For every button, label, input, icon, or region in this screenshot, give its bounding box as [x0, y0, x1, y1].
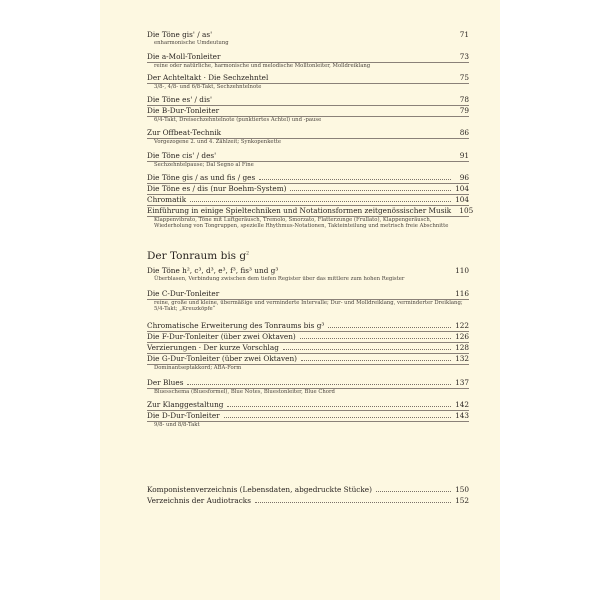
entry-page: 122 [455, 321, 469, 330]
entry-subtitle: reine oder natürliche, harmonische und melodische Molltonleiter, Molldreiklang [154, 63, 371, 69]
toc-entry [147, 378, 469, 400]
entry-title: Die Töne gis / as und fis / ges [147, 173, 256, 182]
toc-entry [147, 289, 469, 320]
entry-page: 137 [455, 378, 469, 387]
entry-title: Verzeichnis der Audiotracks [147, 496, 251, 505]
entry-page: 105 [459, 206, 474, 215]
entry-page: 91 [459, 151, 469, 160]
entry-page: 75 [459, 73, 469, 82]
toc-block-2 [147, 266, 469, 433]
toc-entry [147, 106, 469, 126]
toc-entry [147, 496, 469, 507]
entry-title: Zur Klanggestaltung [147, 400, 224, 409]
entry-page: 126 [455, 332, 469, 341]
entry-subtitle: Überblasen, Verbindung zwischen dem tiefen Register über das mittlere zum hohen Register [154, 276, 405, 282]
entry-title: Die F-Dur-Tonleiter (über zwei Oktaven) [147, 332, 296, 341]
toc-entry [147, 485, 469, 496]
toc-entry [147, 411, 469, 433]
entry-title: Die Töne es' / dis' [147, 95, 213, 104]
entry-subtitle: Klappenvibrato, Töne mit Luftgeräusch, Tremolo, Smorzato, Flatterzunge (Frullato), Klappengeräusch, Wiederholung von Tongruppen, spezielle Rhythmus-Notationen, Takteinteilung und metrisch freie Abschnitte [154, 217, 449, 230]
toc-entry [147, 343, 469, 354]
entry-title: Die Töne es / dis (nur Boehm-System) [147, 184, 287, 193]
section-heading: Der Tonraum bis $g^2$ [147, 250, 249, 262]
entry-page: 152 [455, 496, 469, 505]
entry-subtitle: Dominantseptakkord; ABA-Form [154, 365, 242, 371]
entry-subtitle: enharmonische Umdeutung [154, 40, 229, 46]
entry-page: 104 [455, 195, 469, 204]
toc-entry [147, 332, 469, 343]
entry-page: 116 [455, 289, 469, 298]
entry-subtitle: 6/4-Takt, Dreisechzehntelnote (punktiertes Achtel) und -pause [154, 117, 322, 123]
toc-entry [147, 206, 474, 242]
toc-entry [147, 184, 469, 195]
toc-entry [147, 52, 469, 73]
entry-page: 78 [459, 95, 469, 104]
entry-title: Der Achteltakt · Die Sechzehntel [147, 73, 269, 82]
entry-page: 79 [459, 106, 469, 115]
entry-title: Die Töne h², c³, d³, e³, f³, fis³ und g³ [147, 266, 279, 275]
entry-title: Die B-Dur-Tonleiter [147, 106, 220, 115]
entry-title: Einführung in einige Spieltechniken und Notationsformen zeitgenössischer Musik [147, 206, 452, 215]
entry-page: 143 [455, 411, 469, 420]
entry-title: Chromatische Erweiterung des Tonraums bis g³ [147, 321, 325, 330]
entry-subtitle: reine, große und kleine, übermäßige und verminderte Intervalle; Dur- und Molldreiklang, verminderter Dreiklang; 5/4-Takt; „Kreuzköpfe“ [154, 300, 463, 313]
entry-subtitle: Vorgezogene 2. und 4. Zählzeit; Synkopenkette [154, 139, 281, 145]
entry-title: Die D-Dur-Tonleiter [147, 411, 220, 420]
entry-page: 150 [455, 485, 469, 494]
entry-title: Die Töne gis' / as' [147, 30, 213, 39]
toc-entry [147, 195, 469, 206]
entry-page: 104 [455, 184, 469, 193]
entry-subtitle: 3/8-, 4/8- und 6/8-Takt, Sechzehntelnote [154, 84, 262, 90]
entry-title: Komponistenverzeichnis (Lebensdaten, abgedruckte Stücke) [147, 485, 372, 494]
toc-entry [147, 354, 469, 376]
entry-title: Der Blues [147, 378, 184, 387]
entry-title: Die C-Dur-Tonleiter [147, 289, 220, 298]
entry-title: Die Töne cis' / des' [147, 151, 217, 160]
entry-title: Zur Offbeat-Technik [147, 128, 222, 137]
entry-subtitle: Sechzehntelpause; Dal Segno al Fine [154, 162, 254, 168]
entry-title: Chromatik [147, 195, 187, 204]
entry-page: 132 [455, 354, 469, 363]
entry-subtitle: 9/8- und 8/8-Takt [154, 422, 200, 428]
entry-title: Verzierungen · Der kurze Vorschlag [147, 343, 279, 352]
toc-entry [147, 128, 469, 151]
toc-entry [147, 95, 469, 106]
toc-entry [147, 151, 469, 173]
toc-entry [147, 173, 469, 184]
entry-page: 110 [455, 266, 469, 275]
toc-block-1 [147, 30, 474, 242]
toc-entry [147, 266, 469, 289]
entry-page: 96 [459, 173, 469, 182]
toc-entry [147, 73, 469, 95]
entry-page: 73 [459, 52, 469, 61]
entry-title: Die a-Moll-Tonleiter [147, 52, 221, 61]
entry-page: 142 [455, 400, 469, 409]
toc-entry [147, 30, 469, 52]
entry-title: Die G-Dur-Tonleiter (über zwei Oktaven) [147, 354, 298, 363]
toc-block-3 [147, 485, 469, 507]
entry-page: 71 [459, 30, 469, 39]
toc-entry [147, 400, 469, 411]
toc-entry [147, 321, 469, 332]
entry-subtitle: Bluesschema (Bluesformel), Blue Notes, Bluestonleiter, Blue Chord [154, 389, 335, 395]
entry-page: 86 [459, 128, 469, 137]
entry-page: 128 [455, 343, 469, 352]
